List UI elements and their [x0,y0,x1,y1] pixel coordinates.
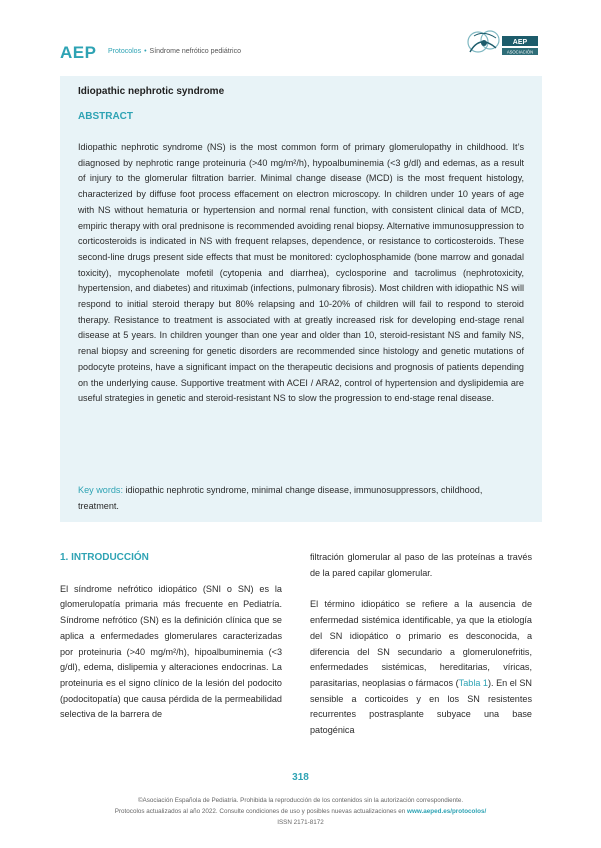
breadcrumb-separator: • [144,48,147,55]
keywords [78,483,524,514]
paragraph: El síndrome nefrótico idiopático (SNI o SN) es la glomerulopatía primaria más frecuente en Pediatría. Síndrome nefrótico (SN) es la definición clínica que se aplica a enfermedades glomerulares caracterizadas por proteinuria (>40 mg/m²/h), hipoalbuminemia (<3 g/dl), edema, dislipemia y alteraciones endocrinas. La proteinuria es el signo clínico de la lesión del podocito (podocitopatía) que causa pérdida de la permeabilidad selectiva de la barrera de [60,583,282,720]
footer-copyright: ©Asociación Española de Pediatría. Prohibida la reproducción de los contenidos sin la autorización correspondiente. [137,797,464,804]
right-column [310,550,532,755]
page-number: 318 [292,772,309,783]
page-header [0,0,601,70]
footer-updates-text: Protocolos actualizados al año 2022. Consulte condiciones de uso y posibles nuevas actualizaciones en [114,808,408,815]
breadcrumb-section[interactable]: Protocolos [108,48,142,55]
aep-emblem-icon [466,28,540,60]
paragraph: filtración glomerular al paso de las proteínas a través de la pared capilar glomerular. [310,552,532,578]
abstract-title: Idiopathic nephrotic syndrome [78,86,225,97]
paragraph [310,597,532,738]
keywords-label: Key words: [78,485,123,495]
left-column [60,550,282,739]
footer-link[interactable]: www.aeped.es/protocolos/ [407,808,487,815]
breadcrumb-topic: Síndrome nefrótico pediátrico [149,48,241,55]
footer-updates [0,808,601,815]
paragraph-text: ). En el SN sensible a corticoides y en los SN resistentes recurrentes postrasplante subyace una base patogénica [310,677,533,736]
aep-logo: AEP [60,43,97,62]
table-1-link[interactable]: Tabla 1 [458,677,488,688]
emblem-text: AEP [512,39,528,46]
paragraph-text: El término idiopático se refiere a la ausencia de enfermedad sistémica identificable, ya que la etiología del SN idiopático o primario es desconocida, a diferencia del SN secundario a glomerulonefritis, enfermedades sistémicas, hereditarias, víricas, parasitarias, neoplasias o fármacos ( [310,599,532,688]
keywords-text: idiopathic nephrotic syndrome, minimal change disease, immunosuppressors, childhood, treatment. [78,485,483,511]
breadcrumb [108,48,241,55]
emblem-subtext: ASOCIACIÓN [506,49,534,55]
footer-issn: ISSN 2171-8172 [277,819,324,826]
abstract-heading: ABSTRACT [78,111,133,122]
abstract-text: Idiopathic nephrotic syndrome (NS) is the most common form of primary glomerulopathy in childhood. It’s diagnosed by nephrotic range proteinuria (>40 mg/m²/h), hypoalbuminemia (<3 g/dl) and edemas, as a result of injury to the glomerular filtration barrier. Minimal change disease (MCD) is the most frequent histology, characterized by diffuse foot process effacement on electron microscopy. In children under 10 years of age with NS without hematuria or hypertension and normal renal function, with consistent clinical data of MCD, empiric therapy with oral prednisone is recommended avoiding renal biopsy. Alternative immunosuppression to corticosteroids is indicated in NS with frequent relapses, dependence, or resistance to corticosteroids. These second-line drugs present side effects that must be monitored: cyclophosphamide (bone marrow and gonadal toxicity), mycophenolate mofetil (cytopenia and diarrhea), cyclosporine and tacrolimus (nephrotoxicity, hypertension, and diabetes) and rituximab (infections, pulmonary fibrosis). Most children with idiopathic NS will respond to initial steroid therapy but 80% relapsing and 10-20% of children will fail to respond to steroid therapy. Resistance to treatment is associated with at greatly increased risk for developing end-stage renal disease at 5 years. In children younger than one year and older than 10, steroid-resistant NS and family NS, renal biopsy and screening for genetic disorders are recommended since histology and genetic mutations of podocyte proteins, have a significant impact on the therapeutic decisions and prognosis of patients depending on the underlying cause. Supportive treatment with ACEI / ARA2, control of hypertension and dyslipidemia are useful strategies in genetic and steroid-resistant NS to slow the progression to end-stage renal disease. [78,142,524,404]
section-heading: 1. INTRODUCCIÓN [60,552,149,563]
